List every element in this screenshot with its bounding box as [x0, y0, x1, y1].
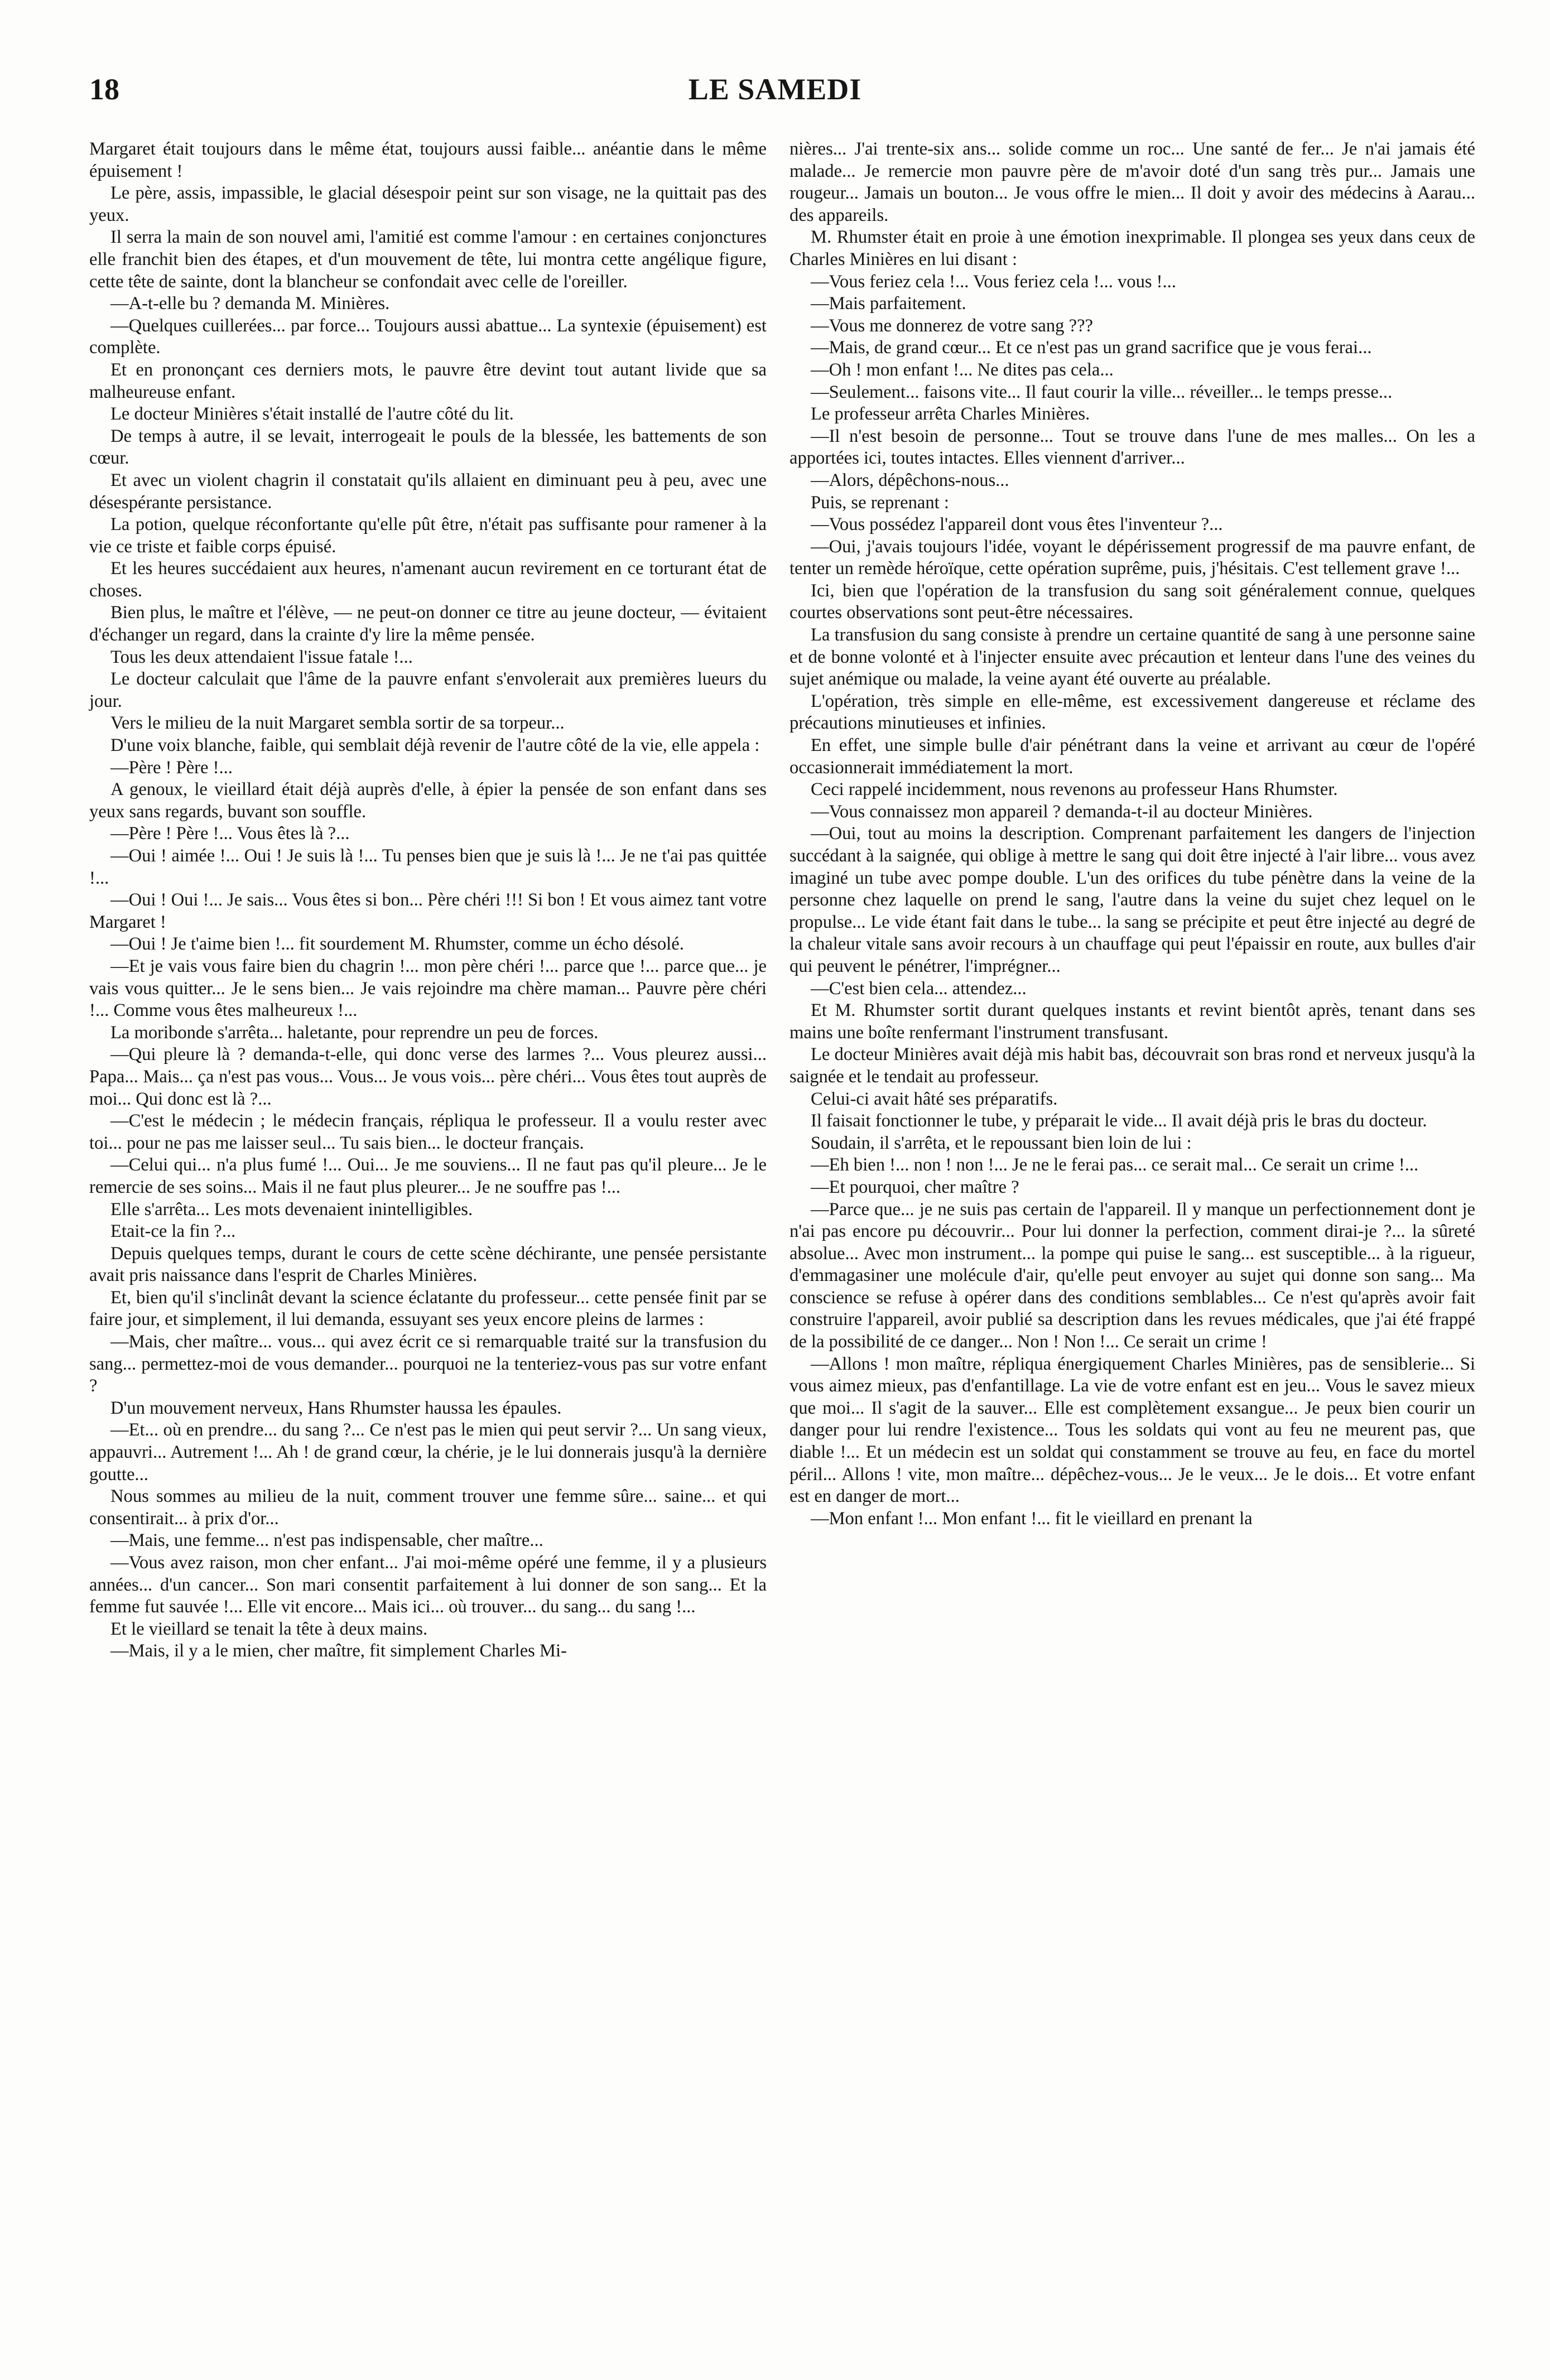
paragraph: Celui-ci avait hâté ses préparatifs. [811, 1088, 1058, 1109]
paragraph: —Celui qui... n'a plus fumé !... Oui... Je me souviens... Il ne faut pas qu'il pleure... Je le remercie de ses soins... Mais il ne faut plus pleurer... Je ne souffre pas !... [89, 1155, 767, 1197]
paragraph: —Oui, tout au moins la description. Comprenant parfaitement les dangers de l'injection succédant à la saignée, qui oblige à mettre le sang qui doit être injecté à l'air libre... vous avez imaginé un tube avec pompe double. L'un des orifices du tube pénètre dans la veine de la personne chez laquelle on prend le sang, l'autre dans la veine du sujet chez lequel on le propulse... Le vide étant fait dans le tube... la sang se précipite et peut être injecté au degré de la chaleur vitale sans avoir recours à un chauffage qui peut l'épaissir en route, aux bulles d'air qui peuvent le pénétrer, l'imprégner... [790, 823, 1475, 976]
running-title: LE SAMEDI [688, 73, 862, 106]
paragraph: —Oui ! aimée !... Oui ! Je suis là !... Tu penses bien que je suis là !... Je ne t'ai pas quittée !... [89, 846, 767, 888]
paragraph: Soudain, il s'arrêta, et le repoussant bien loin de lui : [811, 1133, 1192, 1153]
paragraph: —Il n'est besoin de personne... Tout se trouve dans l'une de mes malles... On les a apportées ici, toutes intactes. Elles viennent d'arriver... [790, 426, 1475, 469]
paragraph: —Vous connaissez mon appareil ? demanda-t-il au docteur Minières. [811, 801, 1313, 822]
paragraph: —Qui pleure là ? demanda-t-elle, qui donc verse des larmes ?... Vous pleurez aussi... Papa... Mais... ça n'est pas vous... Vous... Je vous vois... père chéri... Vous êtes tout auprès de moi... Qui donc est là ?... [89, 1044, 767, 1109]
paragraph: —Vous me donnerez de votre sang ??? [811, 315, 1093, 336]
paragraph: —Vous avez raison, mon cher enfant... J'ai moi-même opéré une femme, il y a plusieurs années... d'un cancer... Son mari consentit parfaitement à lui donner de son sang... Et la femme fut sauvée !... Elle vit encore... Mais ici... où trouver... du sang... du sang !... [89, 1553, 767, 1617]
paragraph: —Père ! Père !... [110, 757, 233, 778]
paragraph: —Alors, dépêchons-nous... [811, 470, 1009, 490]
paragraph: Et les heures succédaient aux heures, n'amenant aucun revirement en ce torturant état de choses. [89, 558, 767, 601]
paragraph: Ceci rappelé incidemment, nous revenons au professeur Hans Rhumster. [811, 779, 1338, 800]
paragraph: —Et... où en prendre... du sang ?... Ce n'est pas le mien qui peut servir ?... Un sang vieux, appauvri... Autrement !... Ah ! de grand cœur, la chérie, je le lui donnerais jusqu'à la dernière goutte... [89, 1420, 767, 1485]
paragraph: En effet, une simple bulle d'air pénétrant dans la veine et arrivant au cœur de l'opéré occasionnerait immédiatement la mort. [790, 735, 1475, 778]
paragraph: —Parce que... je ne suis pas certain de l'appareil. Il y manque un perfectionnement dont je n'ai pas encore pu découvrir... Pour lui donner la perfection, comment dirai-je ?... la sûreté absolue... Avec mon instrument... la pompe qui puise le sang... est susceptible... à la rigueur, d'emmagasiner une molécule d'air, qu'elle peut envoyer au sujet qui donne son sang... Ma conscience se refuse à opérer dans des conditions semblables... Ce n'est qu'après avoir fait construire l'appareil, avoir publié sa description dans les revues médicales, que j'ai été frappé de la possibilité de ce danger... Non ! Non !... Ce serait un crime ! [790, 1199, 1475, 1352]
paragraph: Et, bien qu'il s'inclinât devant la science éclatante du professeur... cette pensée finit par se faire jour, et simplement, il lui demanda, essuyant ses yeux encore pleins de larmes : [89, 1287, 767, 1330]
paragraph: —Oui ! Oui !... Je sais... Vous êtes si bon... Père chéri !!! Si bon ! Et vous aimez tant votre Margaret ! [89, 890, 767, 932]
paragraph: La potion, quelque réconfortante qu'elle pût être, n'était pas suffisante pour ramener à la vie ce triste et faible corps épuisé. [89, 514, 767, 557]
paragraph: nières... J'ai trente-six ans... solide comme un roc... Une santé de fer... Je n'ai jamais été malade... Je remercie mon pauvre père de m'avoir doté d'un sang très pur... Jamais une rougeur... Jamais un bouton... Je vous offre le mien... Il doit y avoir des médecins à Aarau... des appareils. [790, 139, 1475, 225]
paragraph: —Oui, j'avais toujours l'idée, voyant le dépérissement progressif de ma pauvre enfant, de tenter un remède héroïque, cette opération suprême, puis, j'hésitais. C'est tellement grave !... [790, 536, 1475, 579]
left-column [89, 138, 767, 1663]
paragraph: Il faisait fonctionner le tube, y préparait le vide... Il avait déjà pris le bras du docteur. [811, 1111, 1427, 1131]
paragraph: La moribonde s'arrêta... haletante, pour reprendre un peu de forces. [110, 1022, 599, 1043]
paragraph: Le docteur Minières avait déjà mis habit bas, découvrait son bras rond et nerveux jusqu'à la saignée et le tendait au professeur. [790, 1044, 1475, 1087]
paragraph: —Et je vais vous faire bien du chagrin !... mon père chéri !... parce que !... parce que... je vais vous quitter... Je le sens bien... Je vais rejoindre ma chère maman... Pauvre père chéri !... Comme vous êtes malheureux !... [89, 956, 767, 1021]
paragraph: —Mais parfaitement. [811, 293, 966, 314]
paragraph: —Quelques cuillerées... par force... Toujours aussi abattue... La syntexie (épuisement) est complète. [89, 315, 767, 358]
paragraph: D'une voix blanche, faible, qui semblait déjà revenir de l'autre côté de la vie, elle appela : [110, 735, 760, 756]
paragraph: —Eh bien !... non ! non !... Je ne le ferai pas... ce serait mal... Ce serait un crime !... [811, 1155, 1419, 1175]
paragraph: —Vous feriez cela !... Vous feriez cela !... vous !... [811, 271, 1176, 292]
paragraph: —C'est le médecin ; le médecin français, répliqua le professeur. Il a voulu rester avec toi... pour ne pas me laisser seul... Tu sais bien... le docteur français. [89, 1111, 767, 1153]
paragraph: —Père ! Père !... Vous êtes là ?... [110, 823, 350, 844]
paragraph: —Vous possédez l'appareil dont vous êtes l'inventeur ?... [811, 514, 1223, 535]
paragraph: Le professeur arrêta Charles Minières. [811, 404, 1090, 425]
paragraph: Depuis quelques temps, durant le cours de cette scène déchirante, une pensée persistante avait pris naissance dans l'esprit de Charles Minières. [89, 1243, 767, 1286]
paragraph: —Mais, une femme... n'est pas indispensable, cher maître... [110, 1530, 543, 1551]
paragraph: D'un mouvement nerveux, Hans Rhumster haussa les épaules. [110, 1398, 562, 1418]
paragraph: —Mais, de grand cœur... Et ce n'est pas un grand sacrifice que je vous ferai... [811, 338, 1372, 358]
paragraph: Et en prononçant ces derniers mots, le pauvre être devint tout autant livide que sa malheureuse enfant. [89, 359, 767, 402]
paragraph: —Seulement... faisons vite... Il faut courir la ville... réveiller... le temps presse... [811, 382, 1393, 402]
paragraph: —Oui ! Je t'aime bien !... fit sourdement M. Rhumster, comme un écho désolé. [110, 934, 684, 955]
paragraph: Et le vieillard se tenait la tête à deux mains. [110, 1618, 428, 1639]
paragraph: Le docteur Minières s'était installé de l'autre côté du lit. [110, 404, 514, 425]
paragraph: Elle s'arrêta... Les mots devenaient inintelligibles. [110, 1199, 473, 1220]
paragraph: —Et pourquoi, cher maître ? [811, 1177, 1019, 1197]
paragraph: Le docteur calculait que l'âme de la pauvre enfant s'envolerait aux premières lueurs du jour. [89, 669, 767, 711]
paragraph: Etait-ce la fin ?... [110, 1221, 236, 1242]
paragraph: Nous sommes au milieu de la nuit, comment trouver une femme sûre... saine... et qui consentirait... à prix d'or... [89, 1486, 767, 1529]
paragraph: Bien plus, le maître et l'élève, — ne peut-on donner ce titre au jeune docteur, — évitaient d'échanger un regard, dans la crainte d'y lire la même pensée. [89, 603, 767, 645]
paragraph: Ici, bien que l'opération de la transfusion du sang soit généralement connue, quelques courtes observations sont peut-être nécessaires. [790, 580, 1475, 623]
paragraph: Vers le milieu de la nuit Margaret sembla sortir de sa torpeur... [110, 713, 565, 734]
paragraph: A genoux, le vieillard était déjà auprès d'elle, à épier la pensée de son enfant dans ses yeux sans regards, buvant son souffle. [89, 779, 767, 822]
paragraph: M. Rhumster était en proie à une émotion inexprimable. Il plongea ses yeux dans ceux de Charles Minières en lui disant : [790, 227, 1475, 269]
paragraph: —Mais, cher maître... vous... qui avez écrit ce si remarquable traité sur la transfusion du sang... permettez-moi de vous demander... pourquoi ne la tenteriez-vous pas sur votre enfant ? [89, 1332, 767, 1396]
paragraph: —C'est bien cela... attendez... [811, 978, 1027, 999]
paragraph: Puis, se reprenant : [811, 492, 949, 513]
paragraph: —A-t-elle bu ? demanda M. Minières. [110, 293, 390, 314]
paragraph: La transfusion du sang consiste à prendre un certaine quantité de sang à une personne saine et de bonne volonté et à l'injecter ensuite avec précaution et lenteur dans l'une des veines du sujet anémique ou malade, la veine ayant été ouverte au préalable. [790, 625, 1475, 690]
paragraph: —Allons ! mon maître, répliqua énergiquement Charles Minières, pas de sensiblerie... Si vous aimez mieux, pas d'enfantillage. La vie de votre enfant est en jeu... Vous le savez mieux que moi... Il s'agit de la sauver... Elle est complètement exsangue... Je peux bien courir un danger pour lui rendre l'existence... Tous les soldats qui vont au feu ne meurent pas, que diable !... Et un médecin est un soldat qui constamment se trouve au feu, en face du mortel péril... Allons ! vite, mon maître... dépêchez-vous... Je le veux... Je le dois... Et votre enfant est en danger de mort... [790, 1353, 1475, 1507]
page-number: 18 [89, 73, 119, 106]
paragraph: —Mon enfant !... Mon enfant !... fit le vieillard en prenant la [811, 1508, 1253, 1529]
paragraph: —Mais, il y a le mien, cher maître, fit simplement Charles Mi- [110, 1641, 567, 1661]
paragraph: —Oh ! mon enfant !... Ne dites pas cela... [811, 359, 1114, 380]
right-column [790, 138, 1475, 1530]
paragraph: Et M. Rhumster sortit durant quelques instants et revint bientôt après, tenant dans ses mains une boîte renfermant l'instrument transfusant. [790, 1000, 1475, 1043]
paragraph: Tous les deux attendaient l'issue fatale !... [110, 647, 413, 667]
paragraph: Il serra la main de son nouvel ami, l'amitié est comme l'amour : en certaines conjonctures elle franchit bien des étapes, et d'un mouvement de tête, lui montra cette angélique figure, cette tête de sainte, dont la blancheur se confondait avec celle de l'oreiller. [89, 227, 767, 292]
paragraph: De temps à autre, il se levait, interrogeait le pouls de la blessée, les battements de son cœur. [89, 426, 767, 469]
paragraph: Et avec un violent chagrin il constatait qu'ils allaient en diminuant peu à peu, avec une désespérante persistance. [89, 470, 767, 513]
paragraph: Margaret était toujours dans le même état, toujours aussi faible... anéantie dans le même épuisement ! [89, 139, 767, 181]
paragraph: Le père, assis, impassible, le glacial désespoir peint sur son visage, ne la quittait pas des yeux. [89, 183, 767, 225]
paragraph: L'opération, très simple en elle-même, est excessivement dangereuse et réclame des précautions minutieuses et infinies. [790, 691, 1475, 734]
